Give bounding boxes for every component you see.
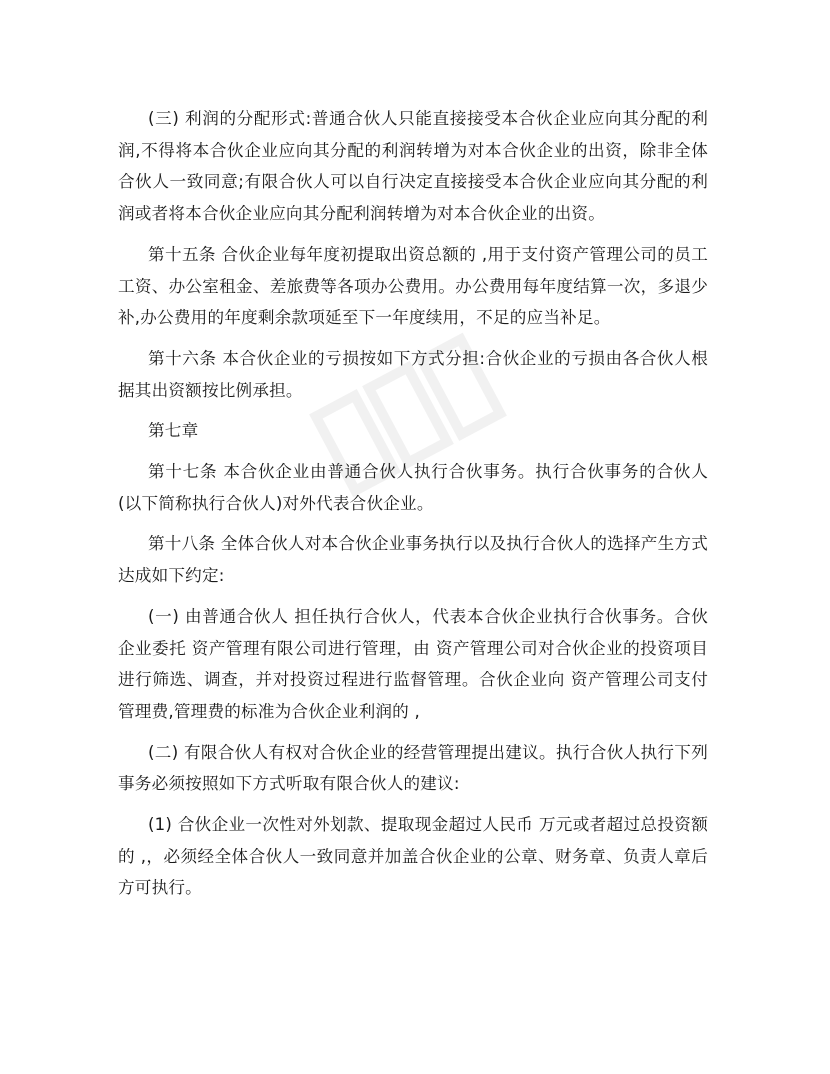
- paragraph-article-18: 第十八条 全体合伙人对本合伙企业事务执行以及执行合伙人的选择产生方式达成如下约定:: [118, 534, 708, 586]
- chapter-heading: 第七章: [148, 421, 199, 441]
- paragraph-subitem-1: (1) 合伙企业一次性对外划款、提取现金超过人民币 万元或者超过总投资额的 ,，必须经全体合伙人一致同意并加盖合伙企业的公章、财务章、负责人章后方可执行。: [118, 815, 708, 898]
- paragraph-article-15: 第十五条 合伙企业每年度初提取出资总额的 ,用于支付资产管理公司的员工工资、办公室租金、差旅费等各项办公费用。办公费用每年度结算一次，多退少补,办公费用的年度剩余款项延至下一年度续用，不足的应当补足。: [118, 244, 708, 328]
- document-body: [118, 103, 708, 913]
- paragraph-item-2: (二) 有限合伙人有权对合伙企业的经营管理提出建议。执行合伙人执行下列事务必须按照如下方式听取有限合伙人的建议:: [118, 742, 708, 794]
- paragraph-article-16: 第十六条 本合伙企业的亏损按如下方式分担:合伙企业的亏损由各合伙人根据其出资额按比例承担。: [118, 348, 708, 400]
- paragraph-article-17: 第十七条 本合伙企业由普通合伙人执行合伙事务。执行合伙事务的合伙人(以下简称执行合伙人)对外代表合伙企业。: [118, 462, 708, 513]
- paragraph-profit-distribution: (三) 利润的分配形式:普通合伙人只能直接接受本合伙企业应向其分配的利润,不得将本合伙企业应向其分配的利润转增为对本合伙企业的出资，除非全体合伙人一致同意;有限合伙人可以自行决定直接接受本合伙企业应向其分配的利润或者将本合伙企业应向其分配利润转增为对本合伙企业的出资。: [118, 109, 708, 224]
- paragraph-item-1: (一) 由普通合伙人 担任执行合伙人，代表本合伙企业执行合伙事务。合伙企业委托 资产管理有限公司进行管理，由 资产管理公司对合伙企业的投资项目进行筛选、调查，并对投资过程进行监督管理。合伙企业向 资产管理公司支付管理费,管理费的标准为合伙企业利润的 ,: [118, 606, 708, 721]
